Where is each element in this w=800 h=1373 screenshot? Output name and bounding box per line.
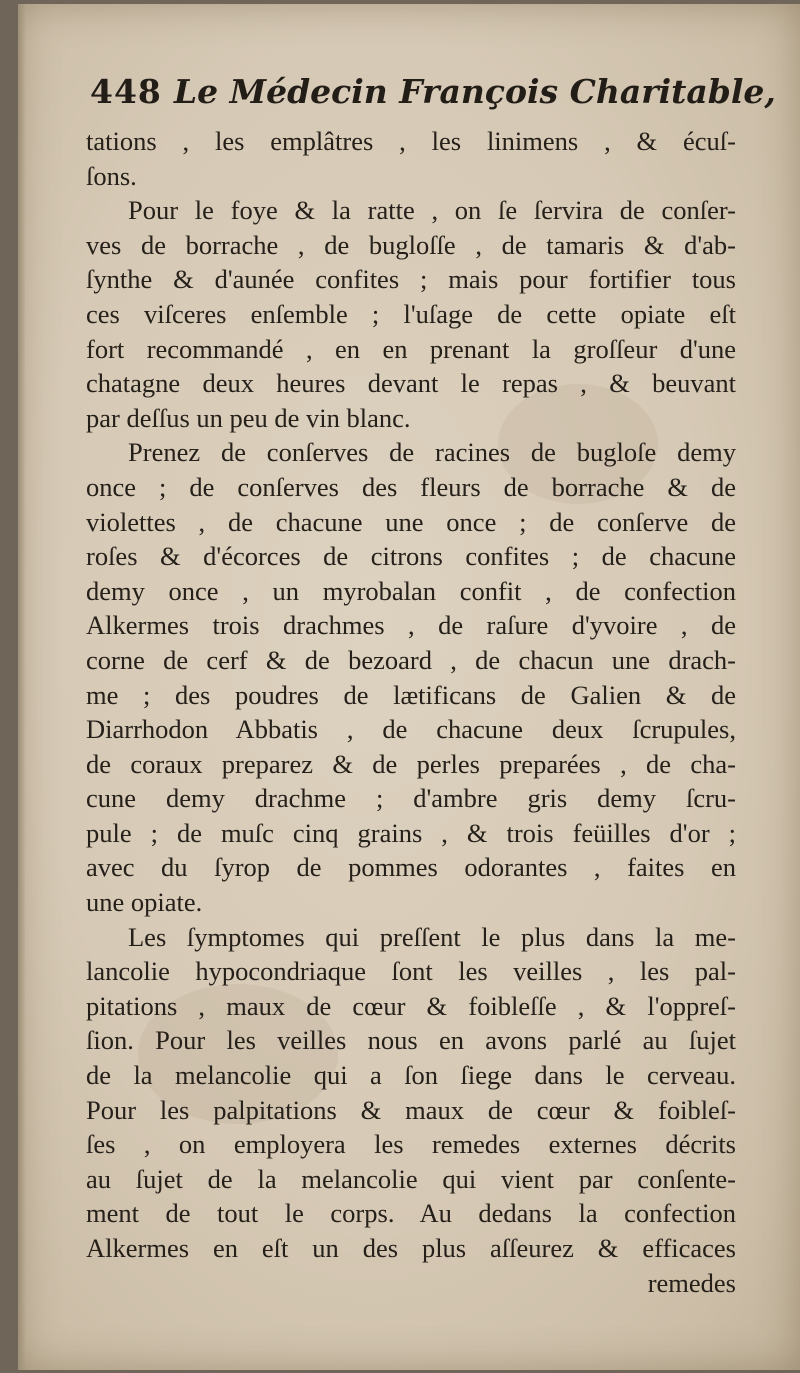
text-line-29: Pour les palpitations & maux de cœur & foibleſ- [86, 1094, 736, 1125]
running-title: Le Médecin François Charitable, [173, 72, 776, 111]
text-line-21: pule ; de muſc cinq grains , & trois feüilles d'or ; [86, 817, 736, 848]
text-line-7: fort recommandé , en en prenant la groſſeur d'une [86, 333, 736, 364]
text-line-12: violettes , de chacune une once ; de conſerve de [86, 506, 736, 537]
text-line-14: demy once , un myrobalan confit , de confection [86, 575, 736, 606]
text-line-2: ſons. [86, 160, 137, 191]
text-line-19: de coraux preparez & de perles preparées , de cha- [86, 748, 736, 779]
text-line-17: me ; des poudres de lætificans de Galien & de [86, 679, 736, 710]
text-line-32: ment de tout le corps. Au dedans la confection [86, 1198, 736, 1229]
running-head [90, 72, 776, 124]
text-line-33: Alkermes en eſt un des plus aſſeurez & efficaces [86, 1233, 736, 1263]
text-line-26: pitations , maux de cœur & foibleſſe , & l'oppreſ- [86, 990, 736, 1021]
text-line-16: corne de cerf & de bezoard , de chacun une drach- [86, 644, 736, 675]
page-gutter-shadow [18, 4, 26, 1370]
text-line-25: lancolie hypocondriaque ſont les veilles , les pal- [86, 956, 736, 987]
page-body [86, 124, 736, 1300]
text-line-3: Pour le foye & la ratte , on ſe ſervira de conſer- [128, 195, 736, 226]
text-line-28: de la melancolie qui a ſon ſiege dans le cerveau. [86, 1060, 736, 1091]
text-line-23: une opiate. [86, 887, 203, 918]
text-line-31: au ſujet de la melancolie qui vient par conſente- [86, 1163, 736, 1194]
text-line-27: ſion. Pour les veilles nous en avons parlé au ſujet [86, 1025, 736, 1056]
text-line-9: par deſſus un peu de vin blanc. [86, 402, 411, 433]
text-line-15: Alkermes trois drachmes , de raſure d'yvoire , de [86, 610, 736, 641]
text-line-1: tations , les emplâtres , les linimens , & écuſ- [86, 126, 736, 156]
text-line-8: chatagne deux heures devant le repas , & beuvant [86, 368, 736, 399]
text-line-20: cune demy drachme ; d'ambre gris demy ſcru- [86, 783, 736, 814]
text-line-6: ces viſceres enſemble ; l'uſage de cette opiate eſt [86, 298, 736, 329]
text-line-5: ſynthe & d'aunée confites ; mais pour fortifier tous [86, 264, 736, 295]
text-line-22: avec du ſyrop de pommes odorantes , faites en [86, 852, 736, 883]
catchword: remedes [647, 1267, 736, 1298]
page-number: 448 [90, 72, 162, 111]
text-line-18: Diarrhodon Abbatis , de chacune deux ſcrupules, [86, 714, 736, 745]
text-line-10: Prenez de conſerves de racines de bugloſe demy [128, 437, 736, 468]
text-line-24: Les ſymptomes qui preſſent le plus dans la me- [128, 921, 736, 952]
text-line-11: once ; de conſerves des fleurs de borrache & de [86, 471, 736, 502]
text-line-30: ſes , on employera les remedes externes décrits [86, 1129, 736, 1160]
text-line-4: ves de borrache , de bugloſſe , de tamaris & d'ab- [86, 229, 736, 260]
text-line-13: roſes & d'écorces de citrons confites ; de chacune [86, 541, 736, 572]
